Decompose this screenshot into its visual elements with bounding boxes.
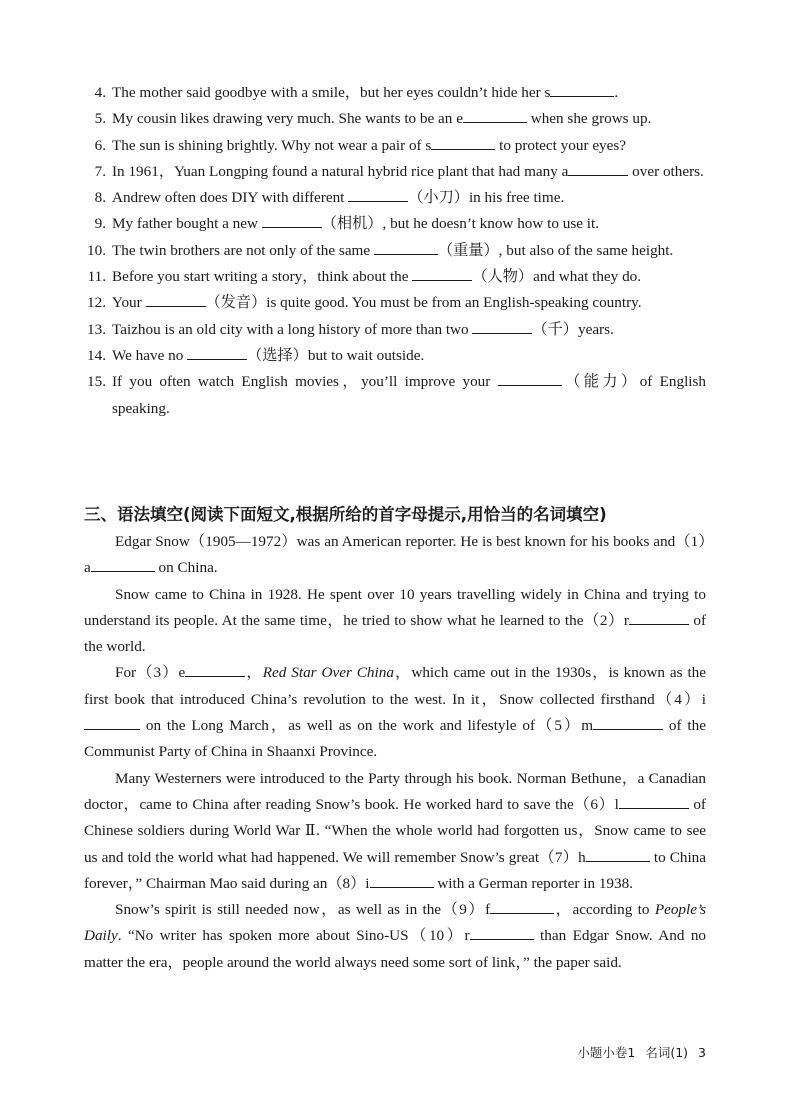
answer-blank[interactable] xyxy=(374,238,438,255)
question-item: 9. My father bought a new （相机）, but he doesn’t know how to use it. xyxy=(84,211,706,237)
question-item: 12. Your （发音）is quite good. You must be from an English-speaking country. xyxy=(84,290,706,316)
answer-blank[interactable] xyxy=(370,871,434,888)
page-footer xyxy=(567,1043,706,1061)
answer-blank[interactable] xyxy=(550,80,614,97)
answer-blank[interactable] xyxy=(412,264,472,281)
answer-blank[interactable] xyxy=(185,660,245,677)
passage-paragraph: Snow’s spirit is still needed now，as well as in the（9）f ，according to People’s Daily. “No writer has spoken more about Sino-US（10）r than Edgar Snow. And no matter the era，people around the world always need some sort of link，” the paper said. xyxy=(84,897,706,976)
answer-blank[interactable] xyxy=(348,185,408,202)
question-item: 11. Before you start writing a story，think about the （人物）and what they do. xyxy=(84,264,706,290)
answer-blank[interactable] xyxy=(262,211,322,228)
answer-blank[interactable] xyxy=(629,608,689,625)
question-item: 10. The twin brothers are not only of the same （重量）, but also of the same height. xyxy=(84,238,706,264)
question-item: 5. My cousin likes drawing very much. She wants to be an e when she grows up. xyxy=(84,106,706,132)
answer-blank[interactable] xyxy=(84,713,140,730)
page-number: 3 xyxy=(698,1045,706,1060)
question-item: 15. If you often watch English movies，you’ll improve your （能力）of English speaking. xyxy=(84,369,706,422)
question-item: 8. Andrew often does DIY with different （小刀）in his free time. xyxy=(84,185,706,211)
passage-paragraph: Snow came to China in 1928. He spent over 10 years travelling widely in China and trying to understand its people. At the same time，he tried to show what he learned to the（2）r of the world. xyxy=(84,585,706,656)
passage-paragraph: Many Westerners were introduced to the Party through his book. Norman Bethune，a Canadian doctor，came to China after reading Snow’s book. He worked hard to save the（6）l of Chinese soldiers during World War Ⅱ. “When the whole world had forgotten us，Snow came to see us and told the world what had happened. We will remember Snow’s great（7）h to China forever，” Chairman Mao said during an（8）i with a German reporter in 1938. xyxy=(84,769,707,892)
answer-blank[interactable] xyxy=(586,845,650,862)
book-title: Red Star Over China xyxy=(262,664,394,682)
footer-topic: 名词(1) xyxy=(645,1045,689,1060)
answer-blank[interactable] xyxy=(187,343,247,360)
answer-blank[interactable] xyxy=(91,555,155,572)
answer-blank[interactable] xyxy=(463,106,527,123)
answer-blank[interactable] xyxy=(593,713,663,730)
exercise-list xyxy=(84,80,706,422)
answer-blank[interactable] xyxy=(498,369,562,386)
question-item: 6. The sun is shining brightly. Why not wear a pair of s to protect your eyes? xyxy=(84,133,706,159)
section-title: 三、语法填空(阅读下面短文,根据所给的首字母提示,用恰当的名词填空) xyxy=(84,505,607,524)
answer-blank[interactable] xyxy=(490,897,554,914)
answer-blank[interactable] xyxy=(146,290,206,307)
answer-blank[interactable] xyxy=(431,133,495,150)
passage-paragraph: Edgar Snow（1905—1972）was an American reporter. He is best known for his books and（1）a on China. xyxy=(84,533,706,577)
question-item: 13. Taizhou is an old city with a long history of more than two （千）years. xyxy=(84,317,706,343)
answer-blank[interactable] xyxy=(619,792,689,809)
question-item: 4. The mother said goodbye with a smile，but her eyes couldn’t hide her s . xyxy=(84,80,706,106)
reading-passage xyxy=(84,529,706,976)
answer-blank[interactable] xyxy=(470,923,534,940)
newspaper-title: People’s Daily xyxy=(84,901,706,945)
question-item: 7. In 1961，Yuan Longping found a natural hybrid rice plant that had many a over others. xyxy=(84,159,706,185)
answer-blank[interactable] xyxy=(472,317,532,334)
answer-blank[interactable] xyxy=(568,159,628,176)
question-item: 14. We have no （选择）but to wait outside. xyxy=(84,343,706,369)
footer-series: 小题小卷1 xyxy=(577,1045,636,1060)
passage-paragraph: For（3）e ，Red Star Over China，which came out in the 1930s，is known as the first book that introduced China’s revolution to the west. In it，Snow collected firsthand（4）i on the Long March，as well as on the work and lifestyle of（5）m of the Communist Party of China in Shaanxi Province. xyxy=(84,660,706,765)
